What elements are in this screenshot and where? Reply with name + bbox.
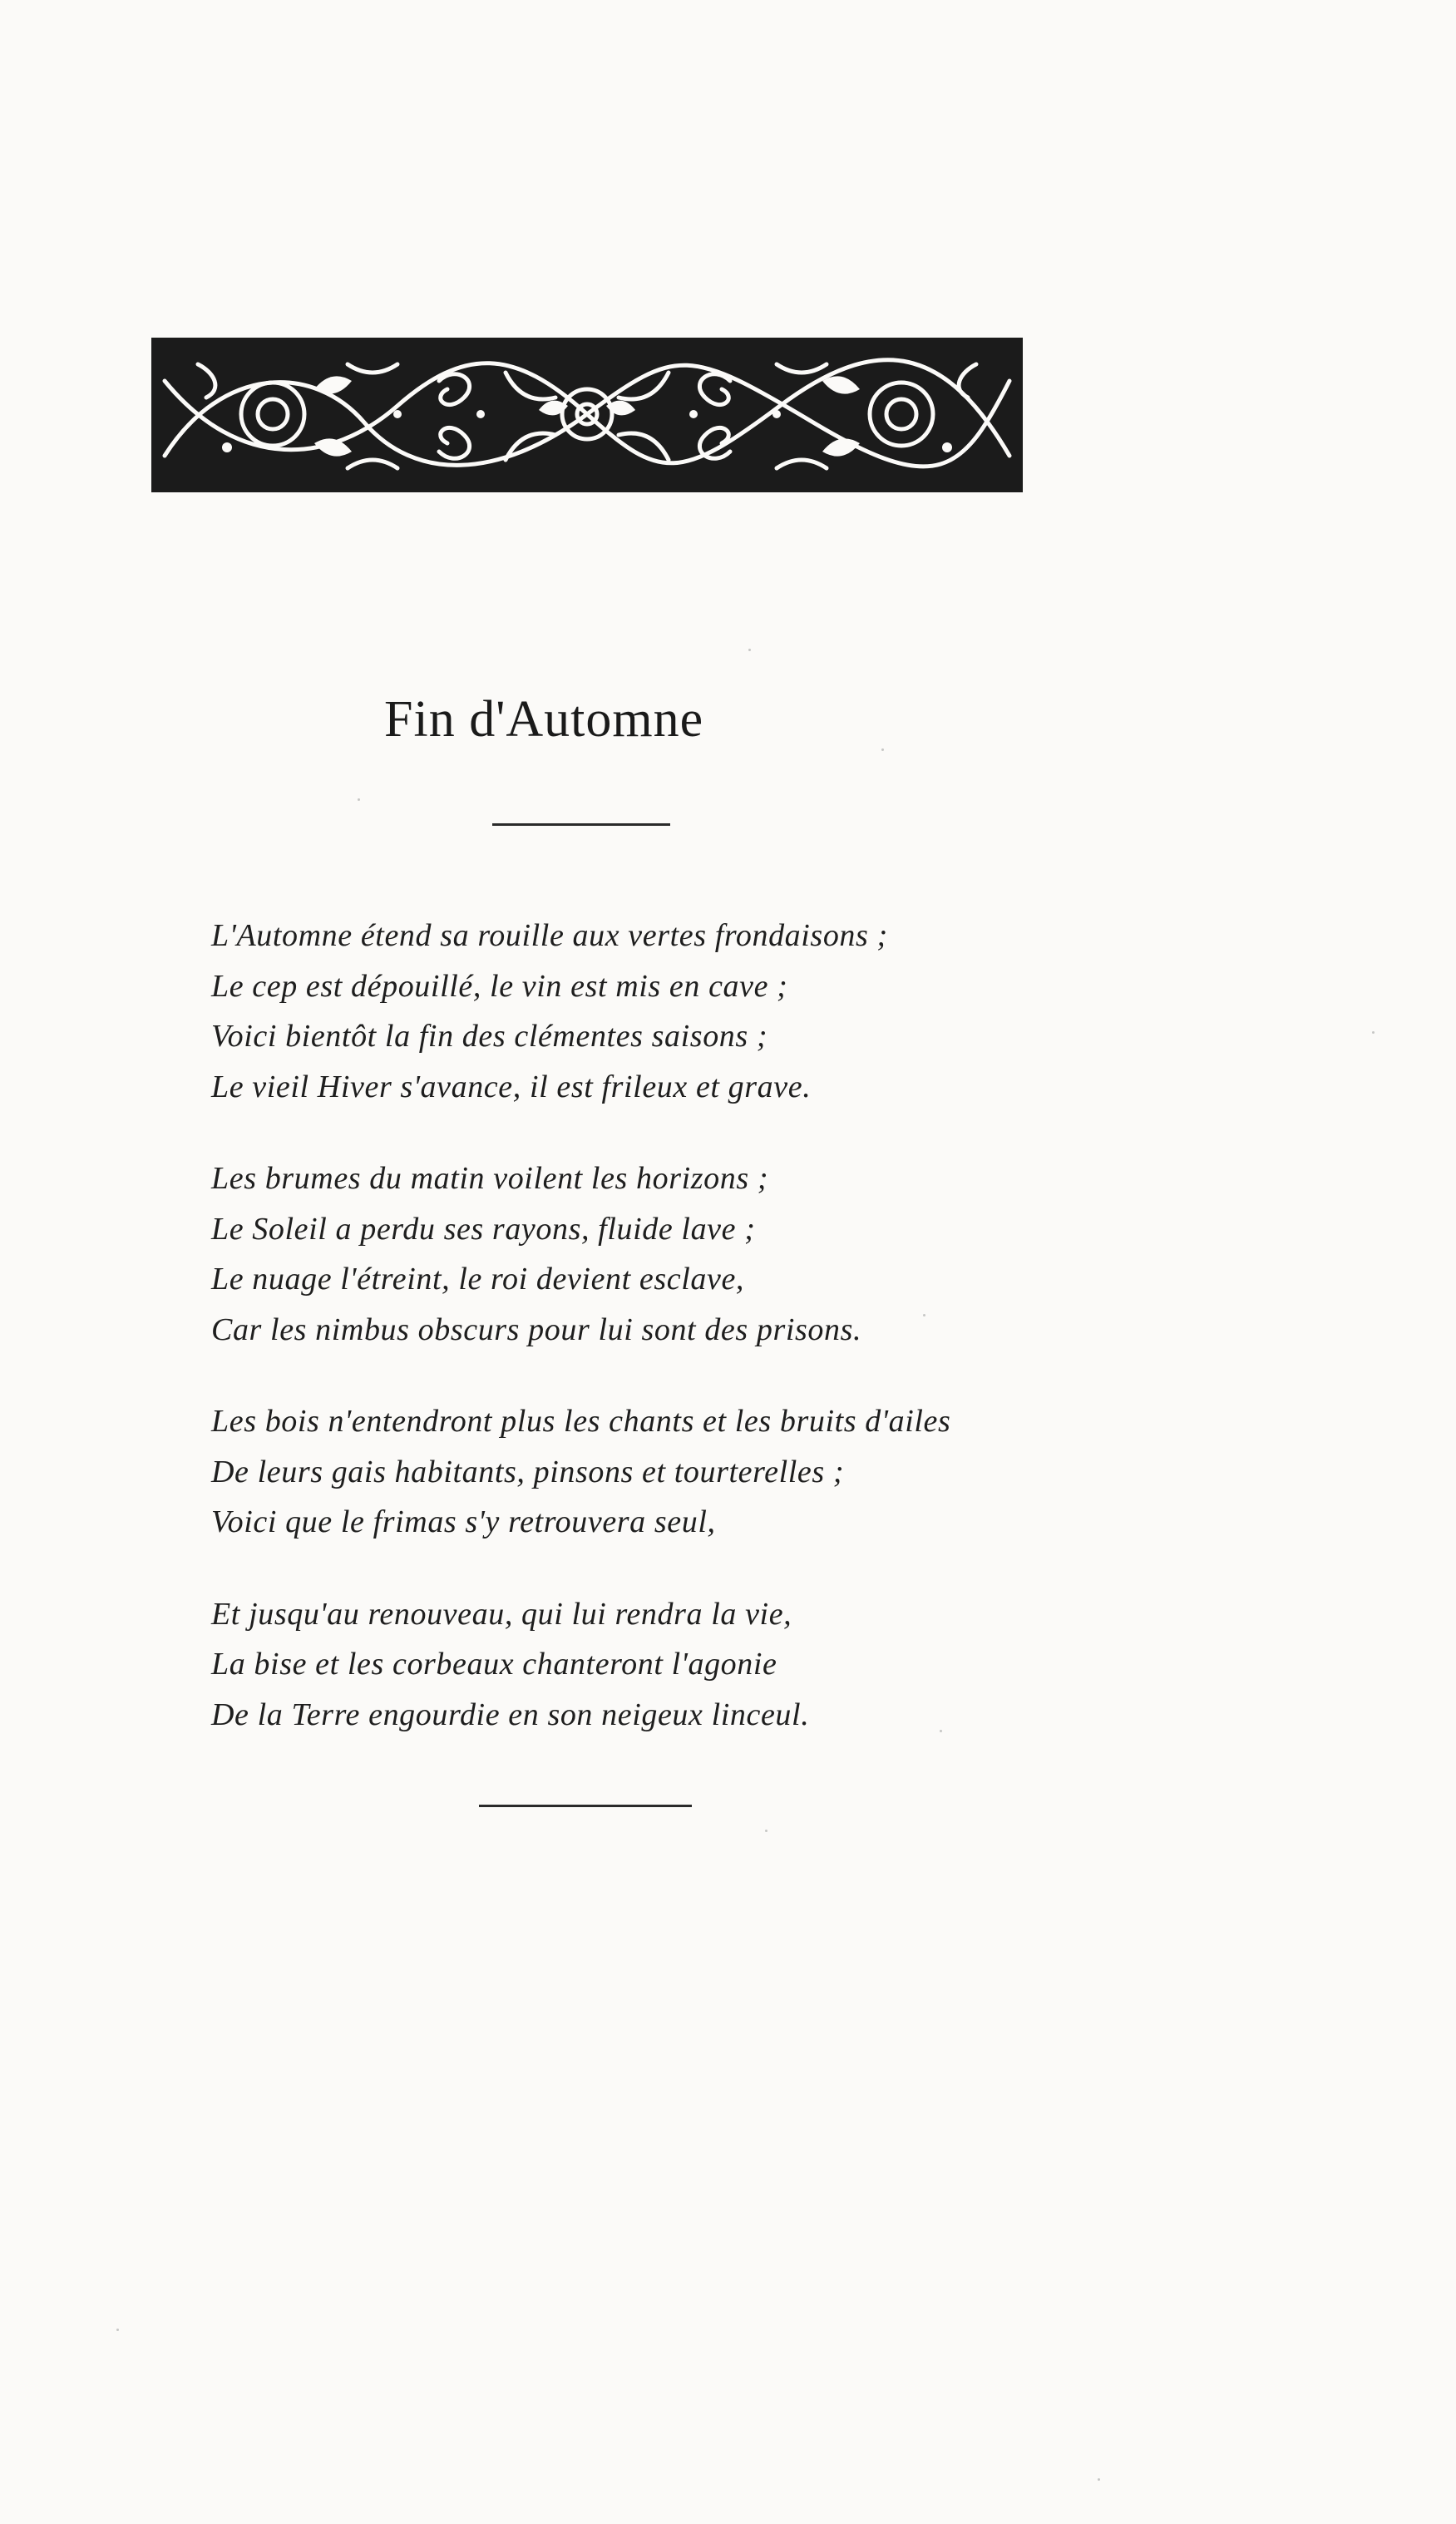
speck	[1098, 2478, 1100, 2481]
poem-line: De la Terre engourdie en son neigeux linceul.	[211, 1697, 810, 1732]
poem-line: Voici bientôt la fin des clémentes saisons ;	[211, 1019, 768, 1054]
poem-line: Les brumes du matin voilent les horizons ;	[211, 1161, 769, 1196]
speck	[765, 1830, 767, 1832]
poem-line: Et jusqu'au renouveau, qui lui rendra la vie,	[211, 1596, 792, 1632]
stanza-1	[211, 911, 1043, 1112]
poem-line: Voici que le frimas s'y retrouvera seul,	[211, 1504, 716, 1539]
stanza-4	[211, 1589, 1043, 1741]
poem-line: Les bois n'entendront plus les chants et les bruits d'ailes	[211, 1404, 951, 1439]
stanza-3	[211, 1396, 1043, 1548]
poem-line: Le vieil Hiver s'avance, il est frileux et grave.	[211, 1069, 812, 1104]
poem-line: De leurs gais habitants, pinsons et tourterelles ;	[211, 1454, 845, 1489]
stanza-2	[211, 1153, 1043, 1355]
poem-line: L'Automne étend sa rouille aux vertes frondaisons ;	[211, 918, 888, 953]
speck	[881, 748, 884, 751]
poem-line: Le Soleil a perdu ses rayons, fluide lave ;	[211, 1211, 756, 1247]
poem-body	[211, 911, 1043, 1781]
speck	[748, 649, 751, 651]
speck	[1372, 1031, 1375, 1034]
poem-line: La bise et les corbeaux chanteront l'agonie	[211, 1647, 777, 1682]
speck	[116, 2329, 119, 2331]
floral-ornament-icon	[148, 331, 1026, 497]
poem-title: Fin d'Automne	[384, 691, 704, 748]
speck	[923, 1314, 925, 1316]
poem-line: Car les nimbus obscurs pour lui sont des prisons.	[211, 1311, 862, 1347]
poem-line: Le nuage l'étreint, le roi devient esclave,	[211, 1262, 745, 1297]
speck	[358, 798, 360, 801]
end-divider	[479, 1805, 692, 1807]
title-divider	[492, 823, 670, 826]
poem-line: Le cep est dépouillé, le vin est mis en cave ;	[211, 968, 788, 1004]
speck	[940, 1730, 942, 1732]
